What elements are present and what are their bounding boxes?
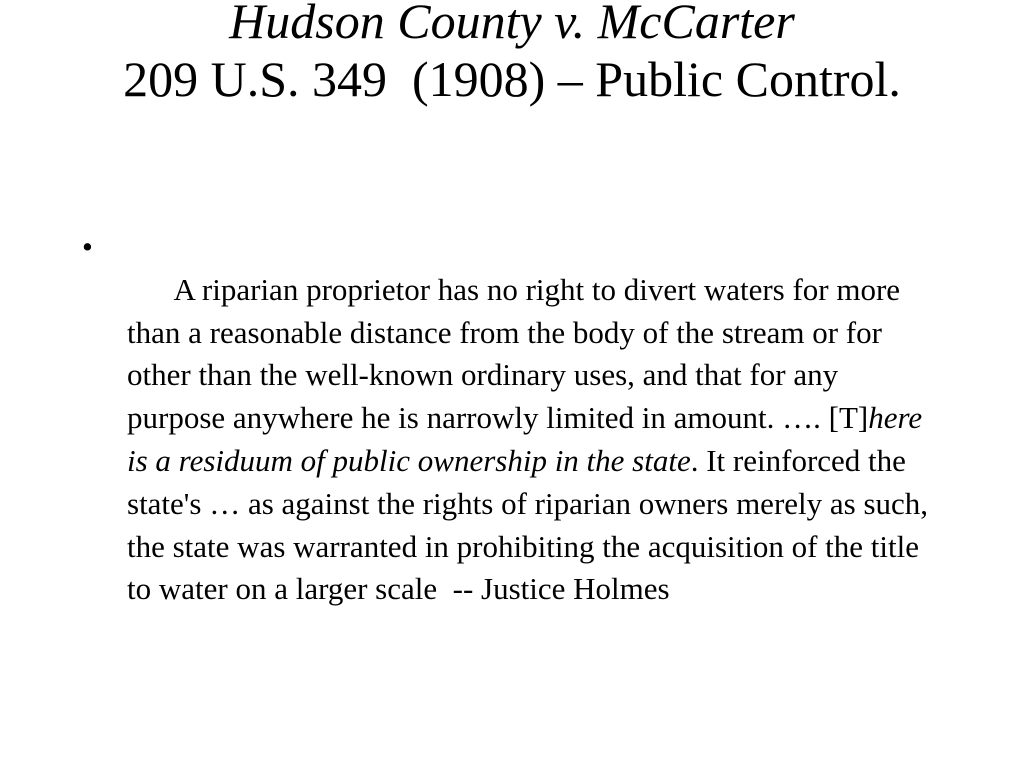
bullet-text-after: . It reinforced the state's … as against the rights of riparian owners merely as such, the state was warranted in prohibiting the acquisition of the title to water on a larger scale -- Justice Holmes: [127, 442, 936, 607]
case-citation: 209 U.S. 349 (1908) – Public Control.: [123, 51, 901, 107]
slide-body: [82, 226, 936, 654]
case-name: Hudson County v. McCarter: [229, 0, 795, 49]
bullet-marker: •: [82, 229, 93, 264]
bullet-emphasis-text: here is a residuum of public ownership in the state: [127, 400, 930, 478]
bullet-text-before: A riparian proprietor has no right to divert waters for more than a reasonable distance from the body of the stream or for other than the well-known ordinary uses, and that for any purpose anywhere he is narrowly limited in amount. …. [T]: [127, 271, 908, 436]
slide-title: [60, 0, 964, 108]
bullet-item: [82, 226, 936, 654]
